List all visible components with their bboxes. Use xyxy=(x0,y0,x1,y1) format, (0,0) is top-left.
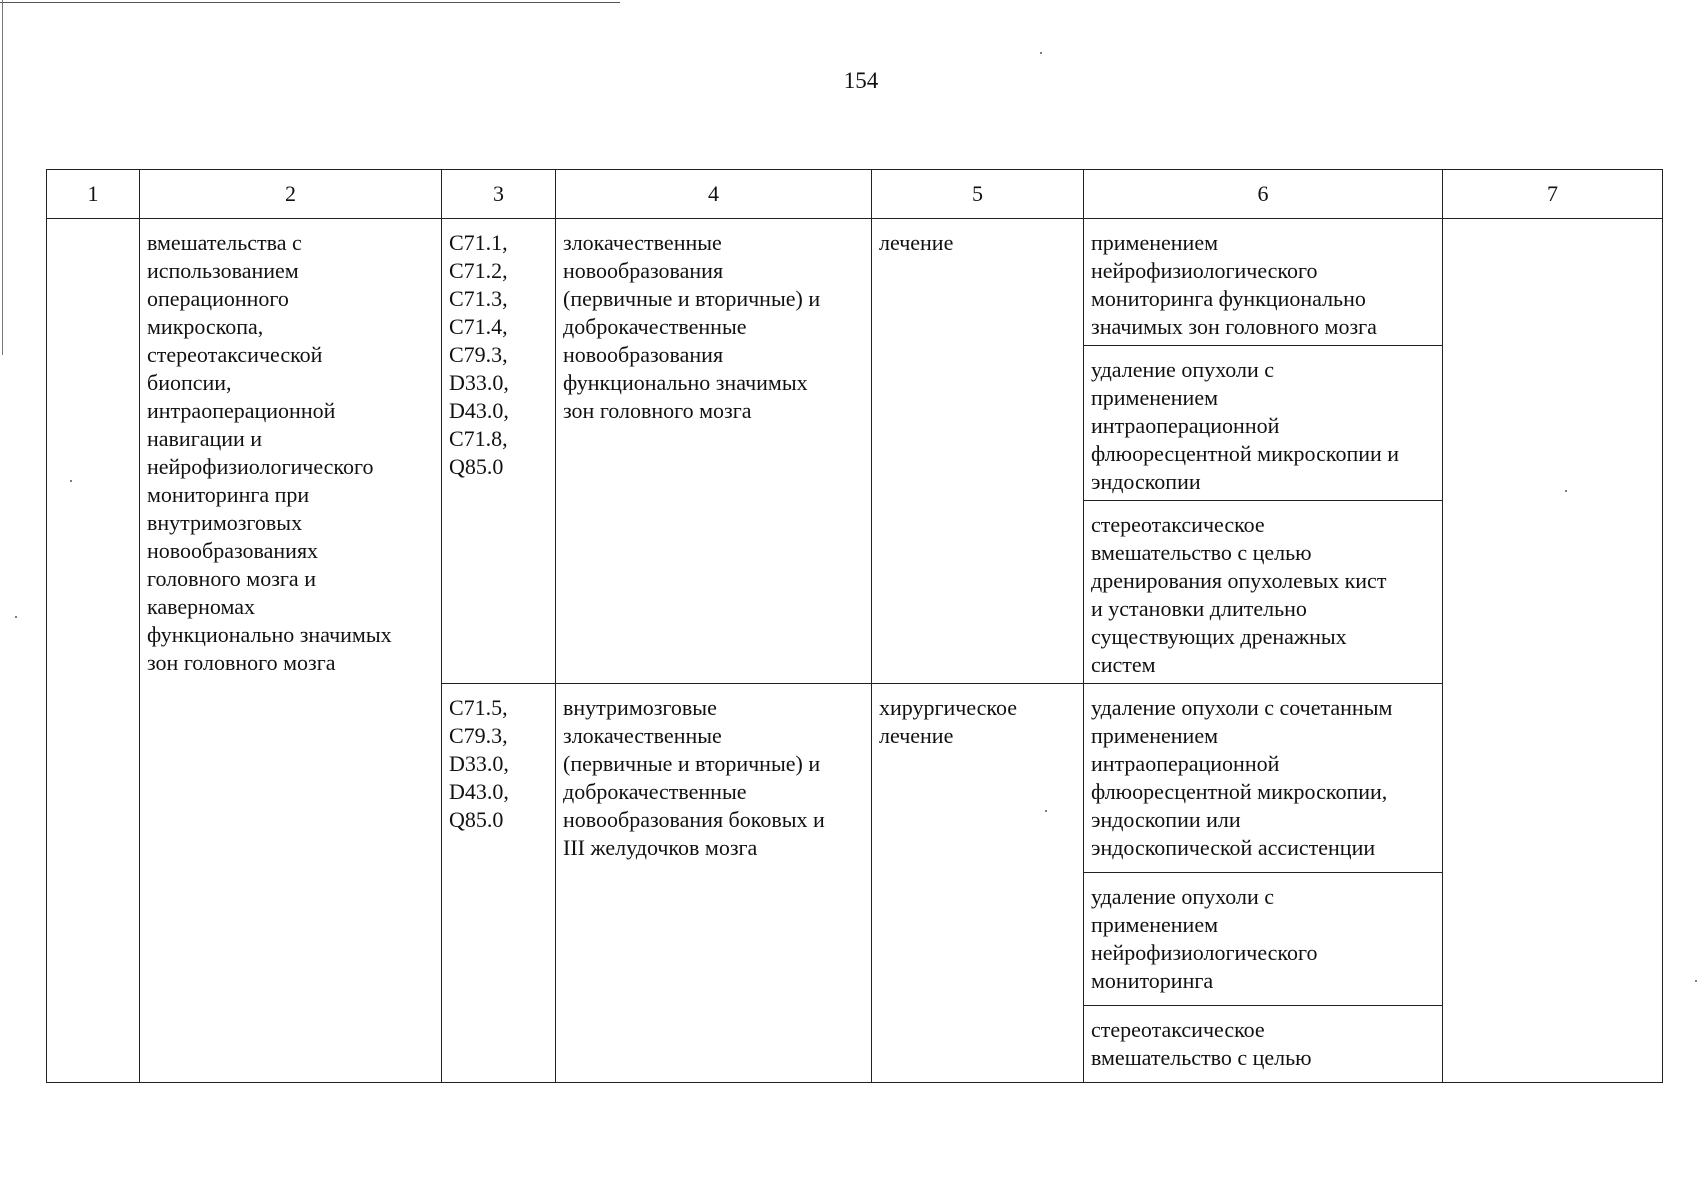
cell-method xyxy=(1084,1006,1443,1083)
cell-icd-codes xyxy=(442,219,556,684)
scan-speck xyxy=(70,480,72,482)
cell-patient-model xyxy=(556,219,872,684)
header-col-1: 1 xyxy=(47,170,140,219)
cell-method xyxy=(1084,684,1443,873)
method-text: удаление опухоли с применением интраоперационной флюоресцентной микроскопии и эндоскопии xyxy=(1091,357,1400,494)
scan-speck xyxy=(1695,980,1697,982)
scan-speck xyxy=(1045,810,1047,812)
page-number: 154 xyxy=(843,68,879,93)
method-text: удаление опухоли с сочетанным применением интраоперационной флюоресцентной микроскопии, эндоскопии или эндоскопической ассистенции xyxy=(1091,695,1393,860)
cell-treatment-type xyxy=(872,684,1084,1083)
table-row xyxy=(47,219,1663,346)
scan-speck xyxy=(1565,490,1567,492)
treatment-type-text: хирургическое лечение xyxy=(879,695,1018,748)
icd-codes-text: C71.5, C79.3, D33.0, D43.0, Q85.0 xyxy=(449,695,509,832)
treatment-type-text: лечение xyxy=(879,230,954,255)
icd-codes-text: C71.1, C71.2, C71.3, C71.4, C79.3, D33.0, D43.0, C71.8, Q85.0 xyxy=(449,230,509,479)
header-col-6: 6 xyxy=(1084,170,1443,219)
header-row xyxy=(47,170,1663,219)
medical-care-table xyxy=(46,169,1663,1083)
cell-icd-codes xyxy=(442,684,556,1083)
patient-model-text: внутримозговые злокачественные (первичные и вторичные) и доброкачественные новообразования боковых и III желудочков мозга xyxy=(563,695,825,860)
cell-treatment-type xyxy=(872,219,1084,684)
intervention-type-text: вмешательства с использованием операционного микроскопа, стереотаксической биопсии, интраоперационной навигации и нейрофизиологического мониторинга при внутримозговых новообразованиях головного мозга и каверномах функционально значимых зон головного мозга xyxy=(147,230,392,675)
method-text: стереотаксическое вмешательство с целью дренирования опухолевых кист и установки длительно существующих дренажных систем xyxy=(1091,512,1387,677)
cell-col7 xyxy=(1443,219,1663,1083)
scan-edge-top xyxy=(0,2,620,3)
scan-speck xyxy=(1040,52,1042,54)
cell-patient-model xyxy=(556,684,872,1083)
scan-speck xyxy=(15,616,17,618)
scan-edge-left xyxy=(2,0,3,355)
header-col-2: 2 xyxy=(140,170,442,219)
header-col-5: 5 xyxy=(872,170,1084,219)
cell-number xyxy=(47,219,140,1083)
method-text: удаление опухоли с применением нейрофизиологического мониторинга xyxy=(1091,884,1318,993)
header-col-7: 7 xyxy=(1443,170,1663,219)
header-col-3: 3 xyxy=(442,170,556,219)
cell-method xyxy=(1084,219,1443,346)
method-text: стереотаксическое вмешательство с целью xyxy=(1091,1017,1312,1070)
cell-intervention-type xyxy=(140,219,442,1083)
header-col-4: 4 xyxy=(556,170,872,219)
cell-method xyxy=(1084,346,1443,501)
patient-model-text: злокачественные новообразования (первичные и вторичные) и доброкачественные новообразования функционально значимых зон головного мозга xyxy=(563,230,821,423)
cell-method xyxy=(1084,873,1443,1006)
cell-method xyxy=(1084,501,1443,684)
method-text: применением нейрофизиологического мониторинга функционально значимых зон головного мозга xyxy=(1091,230,1377,339)
